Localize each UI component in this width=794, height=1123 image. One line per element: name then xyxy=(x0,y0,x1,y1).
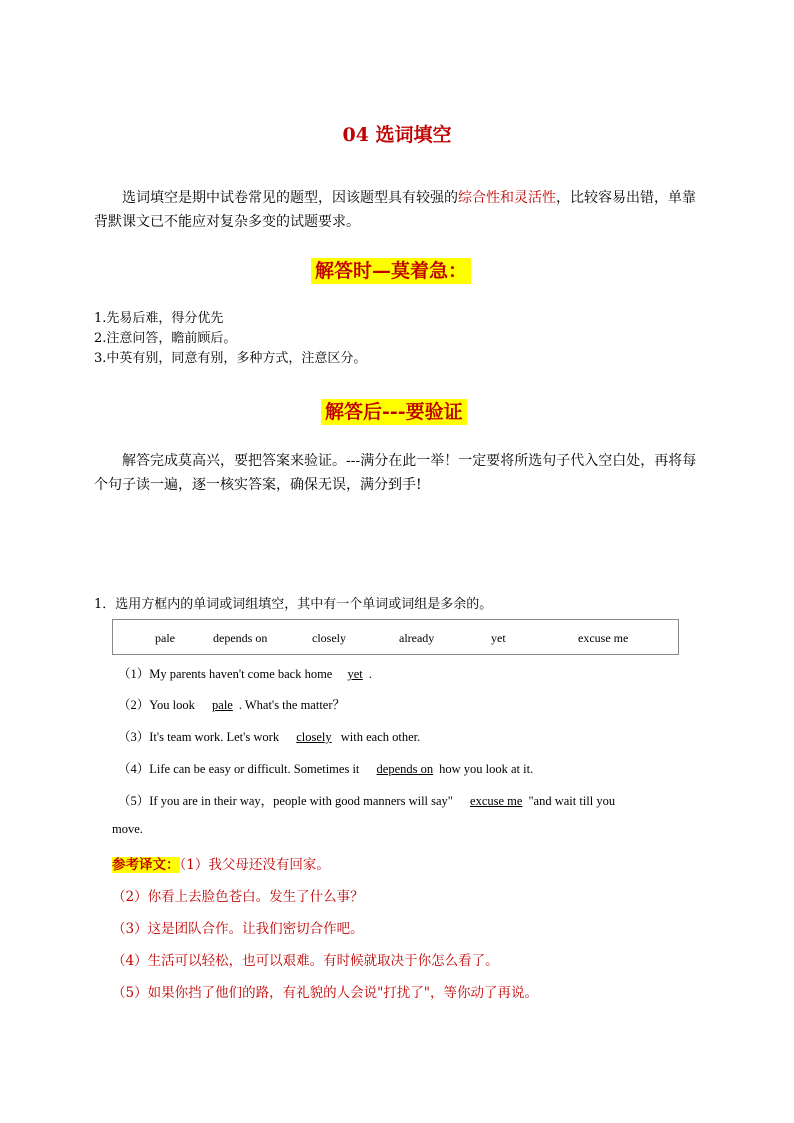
translation-line: （5）如果你挡了他们的路，有礼貌的人会说"打扰了"，等你动了再说。 xyxy=(112,985,539,1001)
page-title: 04 选词填空 xyxy=(342,124,452,146)
intro-text-end: ，比较容易出错，单靠背默课文已不能应对复杂多变的试题要求。 xyxy=(94,190,696,230)
tip-item: 3.中英有别，同意有别，多种方式，注意区分。 xyxy=(94,351,367,366)
answer-blank: depends on xyxy=(376,762,434,776)
tips-list xyxy=(94,309,366,369)
word-option: already xyxy=(399,631,435,645)
translation-line: 参考译文：（1）我父母还没有回家。 xyxy=(112,857,330,873)
question-title: 1．选用方框内的单词或词组填空，其中有一个单词或词组是多余的。 xyxy=(94,597,493,612)
answer-blank: yet xyxy=(347,667,363,681)
tip-item: 2.注意问答，瞻前顾后。 xyxy=(94,331,237,346)
verify-paragraph: 解答完成莫高兴，要把答案来验证。---满分在此一举！一定要将所选句子代入空白处，再将每个句子读一遍，逐一核实答案，确保无误，满分到手! xyxy=(94,453,697,493)
answer-blank: pale xyxy=(212,698,233,712)
question-item: （4）Life can be easy or difficult. Sometimes it depends on how you look at it. xyxy=(118,762,534,776)
reference-label: 参考译文： xyxy=(112,857,180,873)
word-option: excuse me xyxy=(578,631,629,645)
intro-paragraph xyxy=(94,186,704,234)
translation-line: （3）这是团队合作。让我们密切合作吧。 xyxy=(112,921,364,937)
word-option: yet xyxy=(491,631,506,645)
question-item: （3）It's team work. Let's work closely with each other. xyxy=(118,730,421,744)
translation-line: （2）你看上去脸色苍白。发生了什么事？ xyxy=(112,889,364,905)
question-item: （1）My parents haven't come back home yet . xyxy=(118,667,372,681)
word-option: depends on xyxy=(213,631,268,645)
section-heading-verify: 解答后---要验证 xyxy=(321,399,467,425)
intro-text: 选词填空是期中试卷常见的题型，因该题型具有较强的 xyxy=(122,190,458,206)
question-item: （5）If you are in their way，people with good manners will say" excuse me "and wait till you xyxy=(118,794,616,808)
answer-blank: excuse me xyxy=(470,794,523,808)
answer-blank: closely xyxy=(296,730,332,744)
word-option: closely xyxy=(312,631,346,645)
question-item: （2）You look pale . What's the matter？ xyxy=(118,698,346,712)
section-heading-answering: 解答时—莫着急： xyxy=(311,258,471,284)
question-item-continued: move. xyxy=(112,822,143,836)
tip-item: 1.先易后难，得分优先 xyxy=(94,311,224,326)
intro-highlight: 综合性和灵活性 xyxy=(458,190,556,206)
translation-line: （4）生活可以轻松，也可以艰难。有时候就取决于你怎么看了。 xyxy=(112,953,499,969)
word-box xyxy=(112,619,679,655)
word-option: pale xyxy=(155,631,175,645)
